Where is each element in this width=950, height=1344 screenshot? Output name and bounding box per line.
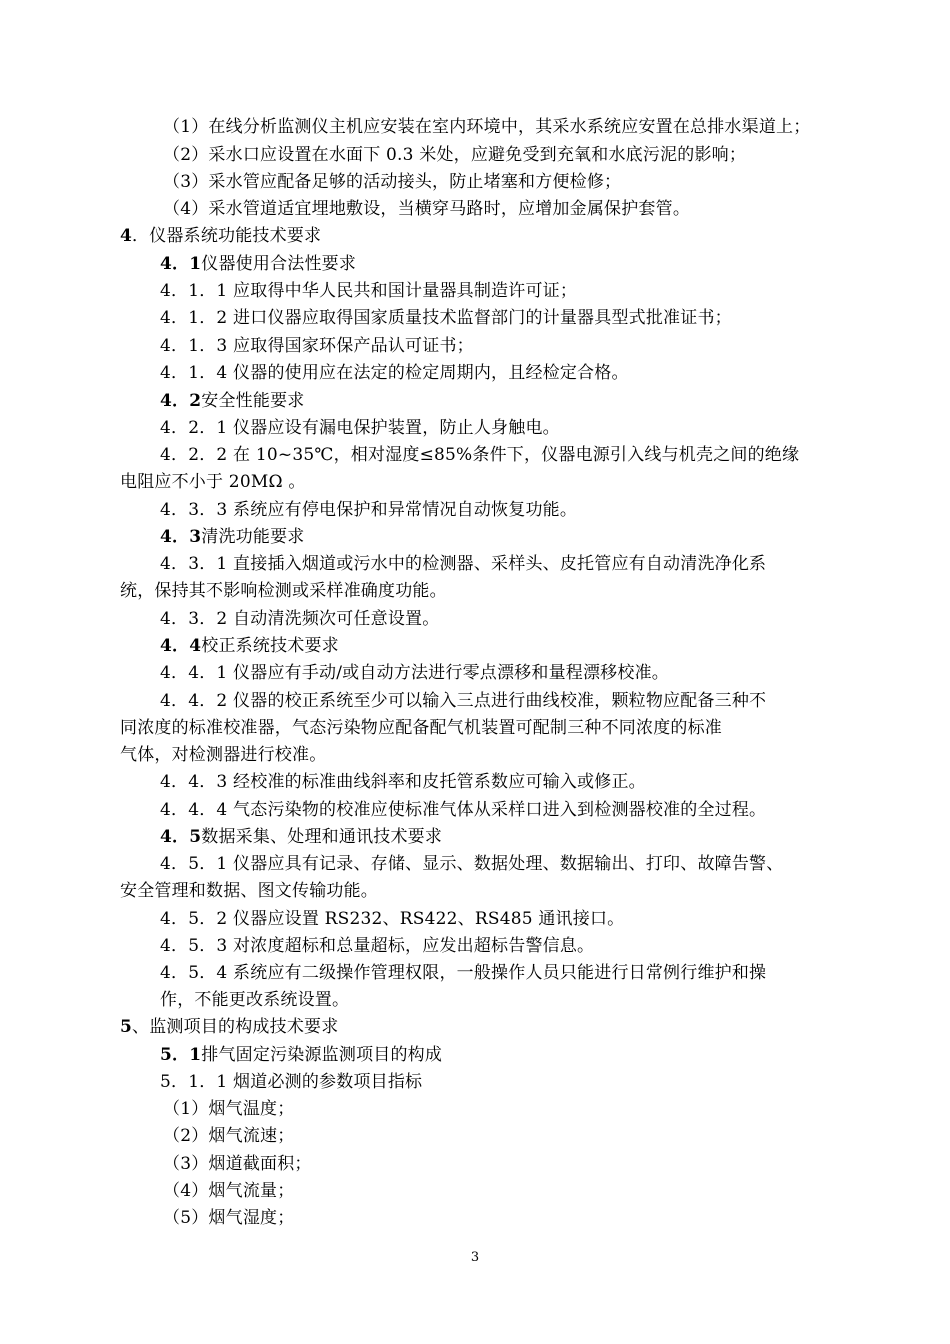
paragraph-line: 4．5．1 仪器应具有记录、存储、显示、数据处理、数据输出、打印、故障告警、: [160, 854, 784, 874]
subsection-heading: 4．3清洗功能要求: [160, 527, 305, 547]
list-item: （2）烟气流速；: [163, 1126, 295, 1146]
paragraph-line: （3）采水管应配备足够的活动接头，防止堵塞和方便检修；: [163, 172, 622, 192]
paragraph-line: 作，不能更改系统设置。: [160, 990, 350, 1010]
paragraph-line: 4．4．3 经校准的标准曲线斜率和皮托管系数应可输入或修正。: [160, 772, 646, 792]
paragraph-line: （4）采水管道适宜埋地敷设，当横穿马路时，应增加金属保护套管。: [163, 199, 691, 219]
paragraph-line: （1）在线分析监测仪主机应安装在室内环境中，其采水系统应安置在总排水渠道上；: [163, 117, 811, 137]
page-number: 3: [470, 1250, 480, 1265]
paragraph-line: 气体，对检测器进行校准。: [120, 745, 327, 765]
paragraph-line: 4．1．3 应取得国家环保产品认可证书；: [160, 336, 474, 356]
list-item: （4）烟气流量；: [163, 1181, 295, 1201]
paragraph-line: 电阻应不小于 20MΩ 。: [120, 472, 306, 492]
list-item: （1）烟气温度；: [163, 1099, 295, 1119]
paragraph-line: 4．3．1 直接插入烟道或污水中的检测器、采样头、皮托管应有自动清洗净化系: [160, 554, 767, 574]
paragraph-line: 4．2．1 仪器应设有漏电保护装置，防止人身触电。: [160, 418, 560, 438]
paragraph-line: 4．3．2 自动清洗频次可任意设置。: [160, 609, 440, 629]
paragraph-line: 4．4．4 气态污染物的校准应使标准气体从采样口进入到检测器校准的全过程。: [160, 800, 767, 820]
paragraph-line: 4．1．2 进口仪器应取得国家质量技术监督部门的计量器具型式批准证书；: [160, 308, 732, 328]
list-item: （5）烟气湿度；: [163, 1208, 295, 1228]
paragraph-line: 4．4．1 仪器应有手动/或自动方法进行零点漂移和量程漂移校准。: [160, 663, 669, 683]
section-heading: 4．仪器系统功能技术要求: [120, 226, 322, 246]
paragraph-line: 同浓度的标准校准器，气态污染物应配备配气机装置可配制三种不同浓度的标准: [120, 718, 722, 738]
paragraph-line: （2）采水口应设置在水面下 0.3 米处，应避免受到充氧和水底污泥的影响；: [163, 145, 747, 165]
paragraph-line: 4．1．1 应取得中华人民共和国计量器具制造许可证；: [160, 281, 578, 301]
subsection-heading: 4．4校正系统技术要求: [160, 636, 339, 656]
subsection-heading: 4．1仪器使用合法性要求: [160, 254, 357, 274]
paragraph-line: 4．2．2 在 10~35℃，相对湿度≤85%条件下，仪器电源引入线与机壳之间的绝缘: [160, 445, 800, 465]
paragraph-line: 4．3．3 系统应有停电保护和异常情况自动恢复功能。: [160, 500, 578, 520]
section-heading: 5、监测项目的构成技术要求: [120, 1017, 339, 1037]
paragraph-line: 4．1．4 仪器的使用应在法定的检定周期内，且经检定合格。: [160, 363, 629, 383]
subsection-heading: 4．5数据采集、处理和通讯技术要求: [160, 827, 443, 847]
paragraph-line: 安全管理和数据、图文传输功能。: [120, 881, 378, 901]
paragraph-line: 4．5．3 对浓度超标和总量超标，应发出超标告警信息。: [160, 936, 595, 956]
paragraph-line: 4．5．2 仪器应设置 RS232、RS422、RS485 通讯接口。: [160, 909, 625, 929]
paragraph-line: 统，保持其不影响检测或采样准确度功能。: [120, 581, 447, 601]
subsection-heading: 5．1排气固定污染源监测项目的构成: [160, 1045, 443, 1065]
paragraph-line: 5．1．1 烟道必测的参数项目指标: [160, 1072, 423, 1092]
paragraph-line: 4．5．4 系统应有二级操作管理权限，一般操作人员只能进行日常例行维护和操: [160, 963, 767, 983]
subsection-heading: 4．2安全性能要求: [160, 391, 305, 411]
list-item: （3）烟道截面积；: [163, 1154, 312, 1174]
paragraph-line: 4．4．2 仪器的校正系统至少可以输入三点进行曲线校准，颗粒物应配备三种不: [160, 691, 767, 711]
